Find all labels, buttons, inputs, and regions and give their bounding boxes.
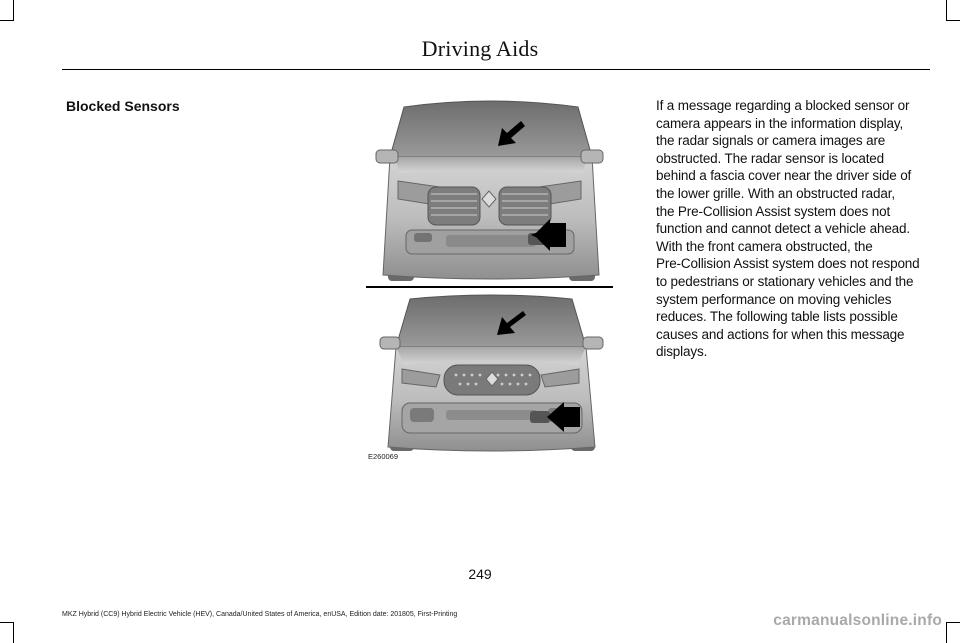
body-line: the radar signals or camera images are: [656, 133, 886, 149]
body-paragraph: [656, 97, 934, 361]
crop-mark: [0, 20, 13, 21]
body-line: obstructed. The radar sensor is located: [656, 150, 885, 166]
crop-mark: [13, 0, 14, 21]
body-line: With the front camera obstructed, the: [656, 238, 873, 254]
crop-mark: [947, 622, 960, 623]
body-line: camera appears in the information display,: [656, 115, 904, 131]
crop-mark: [946, 0, 947, 21]
crop-mark: [0, 622, 13, 623]
vehicle-front-illustration: [366, 95, 613, 462]
header-divider: [62, 69, 930, 70]
vehicle-bottom: [380, 295, 603, 451]
footer-note: MKZ Hybrid (CC9) Hybrid Electric Vehicle (HEV), Canada/United States of America, enUSA, Edition date: 201805, First-Printing: [62, 611, 458, 618]
body-line: If a message regarding a blocked sensor or: [656, 98, 910, 113]
page-title: Driving Aids: [421, 36, 539, 61]
figure-code: E260069: [368, 452, 399, 461]
watermark: carmanualsonline.info: [773, 612, 942, 629]
body-line: system performance on moving vehicles: [656, 291, 892, 307]
crop-mark: [947, 20, 960, 21]
body-line: causes and actions for when this message: [656, 326, 905, 342]
body-line: the lower grille. With an obstructed radar,: [656, 185, 895, 201]
vehicle-top: [376, 101, 603, 281]
body-line: reduces. The following table lists possible: [656, 309, 898, 325]
body-line: function and cannot detect a vehicle ahead.: [656, 221, 910, 237]
crop-mark: [946, 622, 947, 643]
body-line: Pre-Collision Assist system does not respond: [656, 256, 920, 272]
crop-mark: [13, 622, 14, 643]
body-line: displays.: [656, 344, 708, 360]
body-line: behind a fascia cover near the driver side of: [656, 168, 912, 184]
section-heading: Blocked Sensors: [66, 98, 180, 114]
page-number: 249: [468, 566, 492, 582]
body-line: to pedestrians or stationary vehicles and the: [656, 273, 914, 289]
body-line: the Pre-Collision Assist system does not: [656, 203, 891, 219]
